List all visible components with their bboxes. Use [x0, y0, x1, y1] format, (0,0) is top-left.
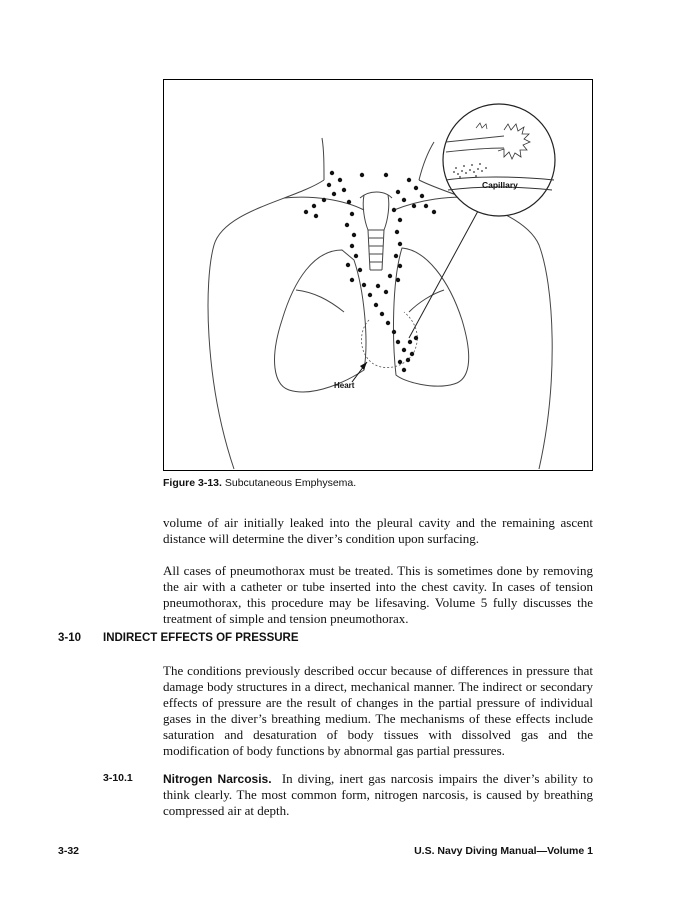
section-title: INDIRECT EFFECTS OF PRESSURE [103, 632, 299, 644]
torso-right-outline [419, 180, 552, 469]
subsection-runin-heading: Nitrogen Narcosis. [163, 772, 272, 786]
caption-text: Subcutaneous Emphysema. [224, 477, 357, 489]
capillary-label: Capillary [482, 180, 518, 190]
paragraph-2: All cases of pneumothorax must be treated. This is sometimes done by removing the air with a catheter or tube inserted into the chest cavity. In cases of tension pneumothorax, this procedure may be lifesaving. Volume 5 fully discusses the treatment of simple and tension pneumothorax. [163, 563, 593, 626]
air-bubbles [304, 171, 436, 372]
paragraph-3: The conditions previously described occur because of differences in pressure that damage body structures in a direct, mechanical manner. The indirect or secondary effects of pressure are the result of changes in the partial pressure of individual gases in the diver’s breathing medium. The mechanisms of these effects include saturation and desaturation of body tissues with dissolved gas and the modification of body functions by abnormal gas partial pressures. [163, 663, 593, 758]
subcutaneous-emphysema-illustration [164, 80, 592, 470]
trachea [360, 192, 392, 270]
subsection-text: In diving, inert gas narcosis impairs the diver’s ability to think clearly. The most common form, nitrogen narcosis, is caused by breathing compressed air at depth. [163, 771, 594, 818]
capillary-inset [443, 104, 555, 216]
left-lung [275, 250, 366, 392]
manual-title: U.S. Navy Diving Manual—Volume 1 [414, 845, 593, 857]
right-lung [394, 248, 469, 386]
paragraph-1: volume of air initially leaked into the pleural cavity and the remaining ascent distance will determine the diver’s condition upon surfacing. [163, 515, 593, 546]
page-number: 3-32 [58, 845, 80, 857]
figure-frame [163, 79, 593, 471]
torso-left-outline [208, 180, 324, 469]
neck-outline-right [419, 142, 434, 180]
paragraph-4 [163, 771, 593, 819]
caption-number: Figure 3-13. [163, 477, 222, 489]
figure-caption [163, 477, 356, 489]
subsection-number: 3-10.1 [103, 772, 133, 784]
section-number: 3-10 [58, 632, 82, 644]
heart-label: Heart [334, 381, 355, 390]
neck-outline [322, 138, 324, 180]
